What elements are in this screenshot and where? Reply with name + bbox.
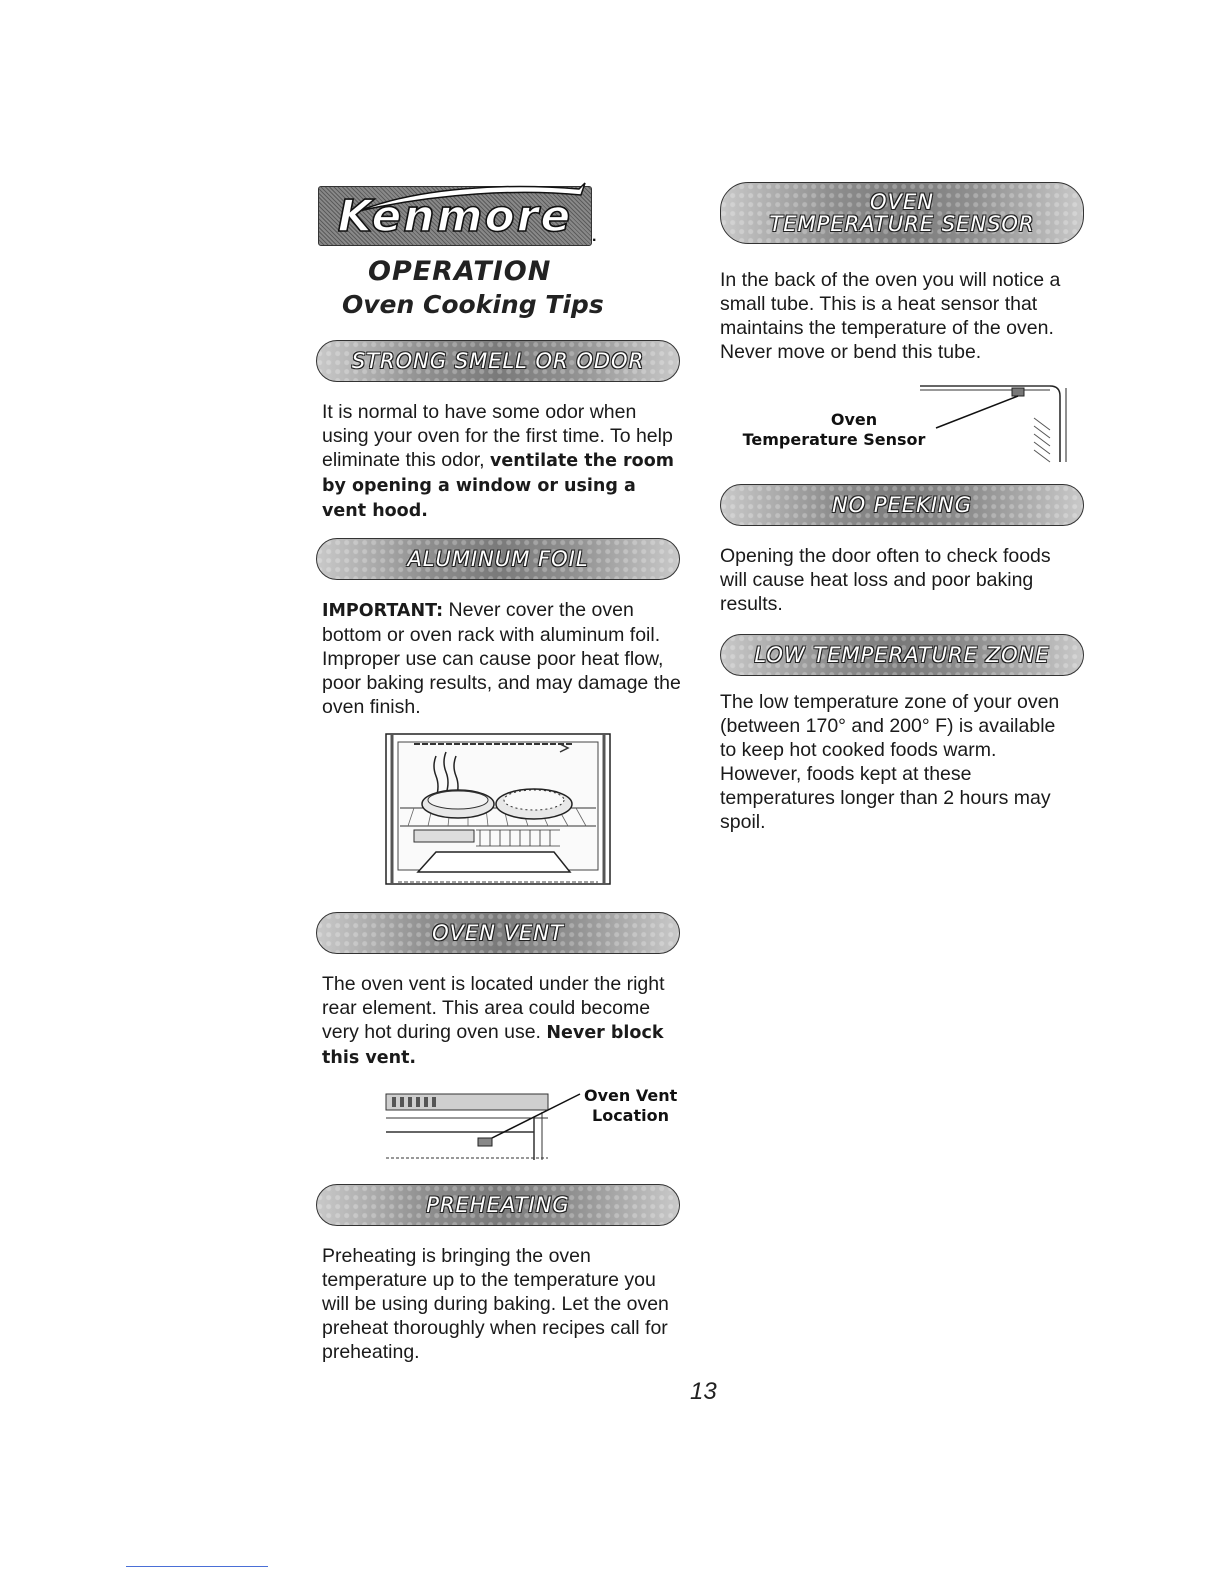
temp-sensor-text: In the back of the oven you will notice a small tube. This is a heat sensor that maintains the temperature of the oven. Never move or bend this tube. [720, 269, 1061, 363]
heading-oven-temperature-sensor: OVEN TEMPERATURE SENSOR [720, 182, 1084, 244]
preheating-text: Preheating is bringing the oven temperature up to the temperature you will be using during baking. Let the oven preheat thoroughly when recipes call for preheating. [322, 1245, 669, 1363]
heading-no-peeking: NO PEEKING [720, 484, 1084, 526]
strong-smell-text: It is normal to have some odor when using your oven for the first time. To help eliminate this odor, ventilate the room by opening a window or using a vent hood. [322, 401, 674, 521]
low-temp-text: The low temperature zone of your oven (between 170° and 200° F) is available to keep hot cooked foods warm. However, foods kept at these temperatures longer than 2 hours may spoil. [720, 691, 1060, 833]
page-number: 13 [690, 1378, 717, 1405]
heading-strong-smell: STRONG SMELL OR ODOR [316, 340, 680, 382]
strong-smell-emphasis: ventilate the room by opening a window or using a vent hood. [322, 451, 674, 521]
heading-oven-vent: OVEN VENT [316, 912, 680, 954]
heading-preheating: PREHEATING [316, 1184, 680, 1226]
temp-sensor-caption: Oven Temperature Sensor [742, 410, 926, 449]
oven-vent-caption: Oven Vent Location [584, 1086, 678, 1125]
aluminum-foil-text: IMPORTANT: Never cover the oven bottom or oven rack with aluminum foil. Improper use can cause poor heat flow, poor baking results, and may damage the oven finish. [322, 599, 681, 718]
footer-rule [126, 1566, 268, 1567]
oven-vent-illustration [384, 1088, 584, 1166]
logo-brand-text: Kenmore [337, 191, 573, 242]
page-subtitle: Oven Cooking Tips [342, 290, 604, 319]
heading-low-temperature-zone: LOW TEMPERATURE ZONE [720, 634, 1084, 676]
heading-aluminum-foil: ALUMINUM FOIL [316, 538, 680, 580]
kenmore-logo [318, 186, 592, 246]
oven-vent-emphasis: Never block this vent. [322, 1023, 664, 1068]
logo-trademark-dot: . [592, 228, 597, 245]
oven-rack-illustration [384, 730, 614, 890]
no-peeking-text: Opening the door often to check foods will cause heat loss and poor baking results. [720, 545, 1051, 615]
page-title: OPERATION [368, 256, 552, 287]
oven-vent-text: The oven vent is located under the right rear element. This area could become very hot during oven use. Never block this vent. [322, 973, 665, 1068]
important-label: IMPORTANT: [322, 601, 444, 621]
